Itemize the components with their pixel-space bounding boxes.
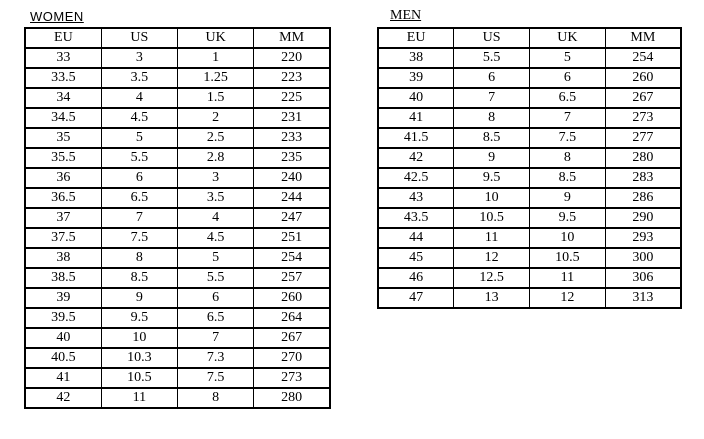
cell: 5 <box>530 48 606 68</box>
cell: 41 <box>25 368 101 388</box>
cell: 7.5 <box>101 228 177 248</box>
cell: 7.5 <box>530 128 606 148</box>
cell: 264 <box>254 308 330 328</box>
table-row <box>25 48 330 68</box>
cell: 283 <box>605 168 681 188</box>
table-row <box>378 288 681 308</box>
women-table-title: WOMEN <box>30 9 84 24</box>
cell: 6 <box>101 168 177 188</box>
cell: 42 <box>378 148 454 168</box>
cell: 5.5 <box>178 268 254 288</box>
cell: 300 <box>605 248 681 268</box>
cell: 7 <box>454 88 530 108</box>
table-row <box>25 388 330 408</box>
table-row <box>378 248 681 268</box>
cell: 277 <box>605 128 681 148</box>
cell: 7 <box>530 108 606 128</box>
table-row <box>25 308 330 328</box>
cell: 7.5 <box>178 368 254 388</box>
cell: 47 <box>378 288 454 308</box>
cell: 3.5 <box>178 188 254 208</box>
cell: 8 <box>178 388 254 408</box>
cell: 39 <box>378 68 454 88</box>
cell: 273 <box>254 368 330 388</box>
cell: 36 <box>25 168 101 188</box>
cell: 9 <box>101 288 177 308</box>
cell: 293 <box>605 228 681 248</box>
cell: 3 <box>101 48 177 68</box>
cell: 7 <box>101 208 177 228</box>
cell: 41.5 <box>378 128 454 148</box>
women-size-table <box>24 27 331 409</box>
cell: 254 <box>254 248 330 268</box>
table-row <box>25 128 330 148</box>
cell: 34 <box>25 88 101 108</box>
table-row <box>378 108 681 128</box>
cell: 4.5 <box>101 108 177 128</box>
column-header: US <box>101 28 177 48</box>
cell: 12 <box>530 288 606 308</box>
cell: 267 <box>605 88 681 108</box>
cell: 41 <box>378 108 454 128</box>
cell: 231 <box>254 108 330 128</box>
cell: 11 <box>530 268 606 288</box>
column-header: US <box>454 28 530 48</box>
cell: 6.5 <box>101 188 177 208</box>
cell: 13 <box>454 288 530 308</box>
column-header: MM <box>254 28 330 48</box>
cell: 35 <box>25 128 101 148</box>
cell: 286 <box>605 188 681 208</box>
table-row <box>25 108 330 128</box>
cell: 7 <box>178 328 254 348</box>
cell: 267 <box>254 328 330 348</box>
cell: 38 <box>25 248 101 268</box>
table-row <box>25 328 330 348</box>
table-row <box>378 48 681 68</box>
men-table-title: MEN <box>390 8 422 23</box>
cell: 4 <box>101 88 177 108</box>
cell: 247 <box>254 208 330 228</box>
cell: 11 <box>101 388 177 408</box>
cell: 10.3 <box>101 348 177 368</box>
cell: 10.5 <box>101 368 177 388</box>
cell: 260 <box>605 68 681 88</box>
column-header: UK <box>530 28 606 48</box>
men-table-body <box>378 48 681 308</box>
cell: 40.5 <box>25 348 101 368</box>
table-row <box>25 208 330 228</box>
cell: 8.5 <box>530 168 606 188</box>
cell: 38.5 <box>25 268 101 288</box>
cell: 42.5 <box>378 168 454 188</box>
cell: 45 <box>378 248 454 268</box>
cell: 10.5 <box>454 208 530 228</box>
men-header-row <box>378 28 681 48</box>
cell: 9.5 <box>101 308 177 328</box>
women-header-row <box>25 28 330 48</box>
cell: 34.5 <box>25 108 101 128</box>
table-row <box>378 228 681 248</box>
cell: 225 <box>254 88 330 108</box>
cell: 42 <box>25 388 101 408</box>
cell: 5.5 <box>101 148 177 168</box>
cell: 37 <box>25 208 101 228</box>
table-row <box>25 168 330 188</box>
cell: 235 <box>254 148 330 168</box>
table-row <box>25 348 330 368</box>
cell: 4 <box>178 208 254 228</box>
cell: 3 <box>178 168 254 188</box>
cell: 223 <box>254 68 330 88</box>
cell: 233 <box>254 128 330 148</box>
cell: 220 <box>254 48 330 68</box>
cell: 40 <box>378 88 454 108</box>
table-row <box>25 88 330 108</box>
cell: 46 <box>378 268 454 288</box>
cell: 2 <box>178 108 254 128</box>
cell: 254 <box>605 48 681 68</box>
column-header: EU <box>25 28 101 48</box>
table-row <box>378 168 681 188</box>
cell: 257 <box>254 268 330 288</box>
cell: 2.8 <box>178 148 254 168</box>
cell: 1.5 <box>178 88 254 108</box>
cell: 6.5 <box>530 88 606 108</box>
cell: 5.5 <box>454 48 530 68</box>
cell: 9.5 <box>530 208 606 228</box>
cell: 251 <box>254 228 330 248</box>
cell: 12 <box>454 248 530 268</box>
cell: 8 <box>101 248 177 268</box>
cell: 290 <box>605 208 681 228</box>
cell: 5 <box>178 248 254 268</box>
cell: 36.5 <box>25 188 101 208</box>
cell: 1.25 <box>178 68 254 88</box>
cell: 6.5 <box>178 308 254 328</box>
table-row <box>25 188 330 208</box>
column-header: MM <box>605 28 681 48</box>
cell: 40 <box>25 328 101 348</box>
cell: 10 <box>454 188 530 208</box>
table-row <box>378 128 681 148</box>
cell: 306 <box>605 268 681 288</box>
table-row <box>378 188 681 208</box>
table-row <box>25 148 330 168</box>
cell: 2.5 <box>178 128 254 148</box>
table-row <box>25 228 330 248</box>
cell: 244 <box>254 188 330 208</box>
table-row <box>25 288 330 308</box>
table-row <box>378 268 681 288</box>
cell: 6 <box>530 68 606 88</box>
cell: 37.5 <box>25 228 101 248</box>
cell: 270 <box>254 348 330 368</box>
cell: 9 <box>530 188 606 208</box>
table-row <box>25 248 330 268</box>
cell: 44 <box>378 228 454 248</box>
cell: 39.5 <box>25 308 101 328</box>
cell: 280 <box>605 148 681 168</box>
cell: 6 <box>454 68 530 88</box>
cell: 33.5 <box>25 68 101 88</box>
cell: 10 <box>530 228 606 248</box>
cell: 7.3 <box>178 348 254 368</box>
cell: 3.5 <box>101 68 177 88</box>
cell: 6 <box>178 288 254 308</box>
cell: 9 <box>454 148 530 168</box>
cell: 8.5 <box>101 268 177 288</box>
cell: 260 <box>254 288 330 308</box>
women-table-body <box>25 48 330 408</box>
cell: 273 <box>605 108 681 128</box>
cell: 8.5 <box>454 128 530 148</box>
column-header: EU <box>378 28 454 48</box>
cell: 10 <box>101 328 177 348</box>
table-row <box>25 268 330 288</box>
cell: 313 <box>605 288 681 308</box>
cell: 240 <box>254 168 330 188</box>
table-row <box>378 208 681 228</box>
table-row <box>378 68 681 88</box>
cell: 1 <box>178 48 254 68</box>
cell: 9.5 <box>454 168 530 188</box>
table-row <box>25 368 330 388</box>
cell: 11 <box>454 228 530 248</box>
column-header: UK <box>178 28 254 48</box>
cell: 10.5 <box>530 248 606 268</box>
table-row <box>378 88 681 108</box>
table-row <box>378 148 681 168</box>
cell: 35.5 <box>25 148 101 168</box>
cell: 12.5 <box>454 268 530 288</box>
men-size-table <box>377 27 682 309</box>
cell: 280 <box>254 388 330 408</box>
cell: 39 <box>25 288 101 308</box>
cell: 5 <box>101 128 177 148</box>
cell: 43 <box>378 188 454 208</box>
table-row <box>25 68 330 88</box>
cell: 8 <box>454 108 530 128</box>
cell: 4.5 <box>178 228 254 248</box>
cell: 33 <box>25 48 101 68</box>
cell: 43.5 <box>378 208 454 228</box>
cell: 38 <box>378 48 454 68</box>
cell: 8 <box>530 148 606 168</box>
